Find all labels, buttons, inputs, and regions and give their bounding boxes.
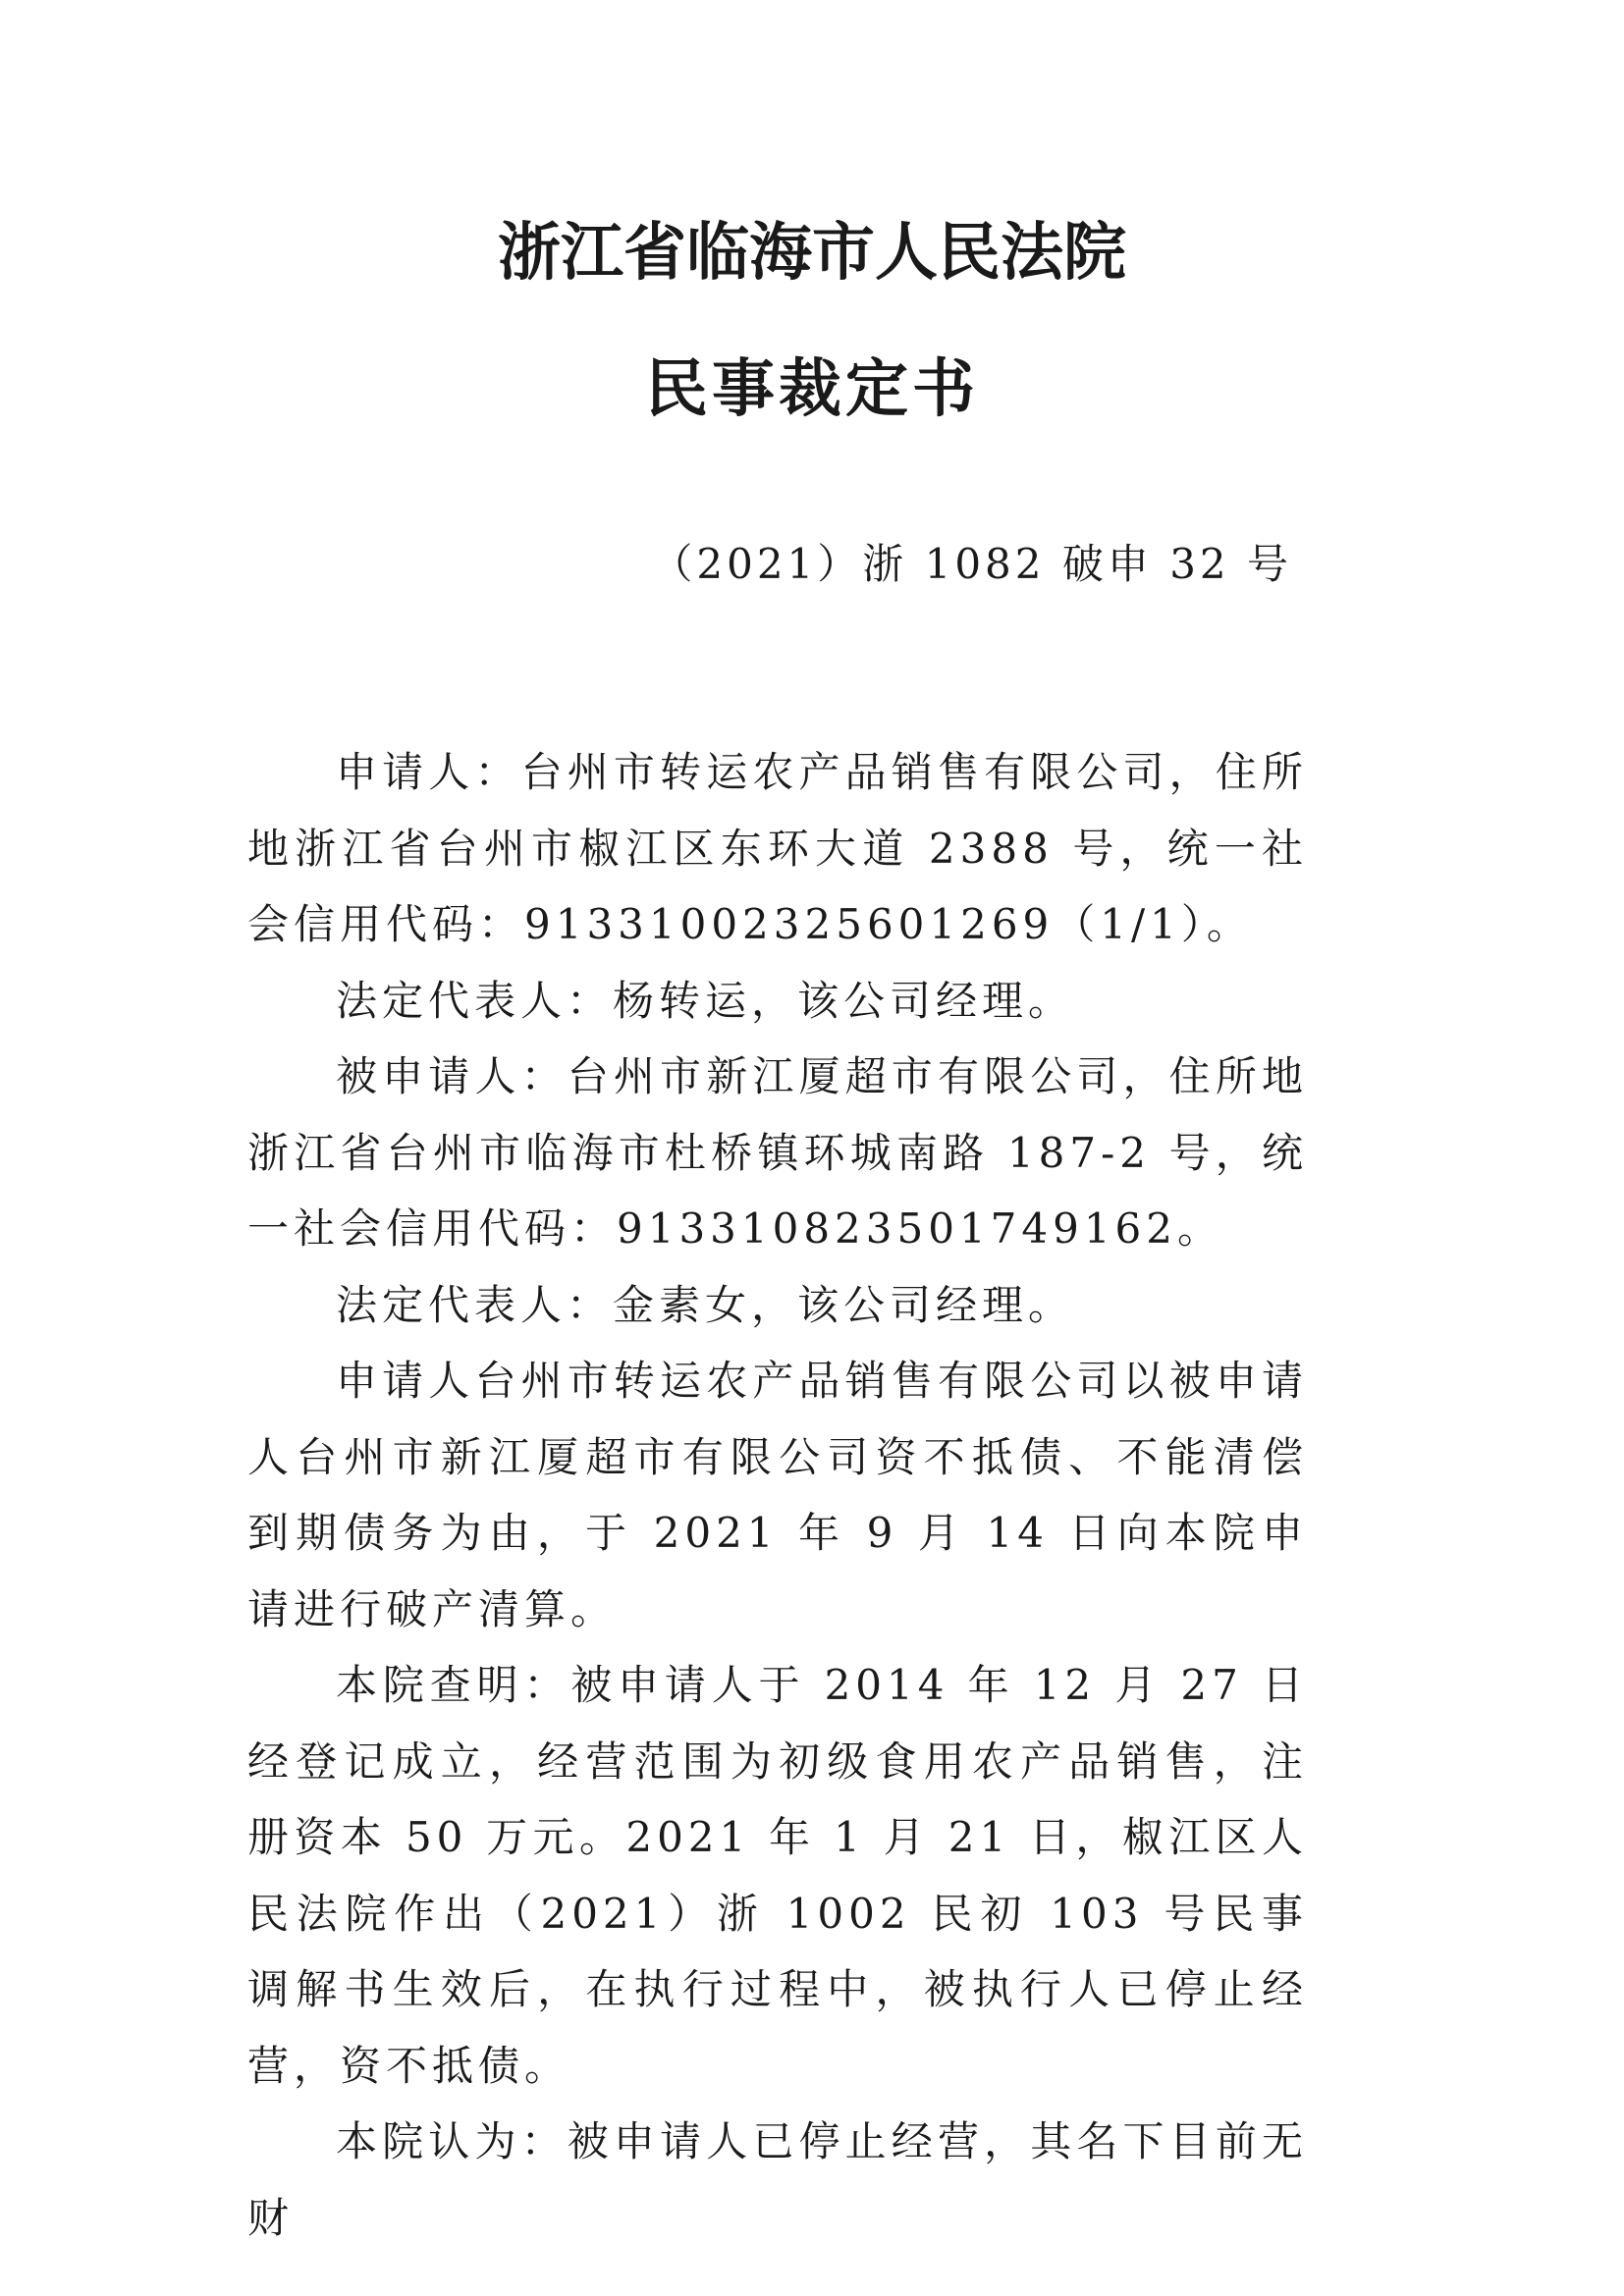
applicant-representative-paragraph: 法定代表人：杨转运，该公司经理。 bbox=[336, 976, 1075, 1025]
respondent-paragraph: 被申请人：台州市新江厦超市有限公司，住所地浙江省台州市临海市杜桥镇环城南路 187-2 号，统一社会信用代码：913310823501749162。 bbox=[247, 1052, 1308, 1253]
document-type-heading: 民事裁定书 bbox=[645, 352, 979, 426]
applicant-paragraph: 申请人：台州市转运农产品销售有限公司，住所地浙江省台州市椒江区东环大道 2388 号，统一社会信用代码：91331002325601269（1/1）。 bbox=[247, 748, 1308, 948]
case-number: （2021）浙 1082 破申 32 号 bbox=[651, 540, 1292, 588]
application-paragraph: 申请人台州市转运农产品销售有限公司以被申请人台州市新江厦超市有限公司资不抵债、不能清偿到期债务为由，于 2021 年 9 月 14 日向本院申请进行破产清算。 bbox=[247, 1357, 1308, 1633]
court-name-heading: 浙江省临海市人民法院 bbox=[498, 216, 1126, 290]
ruling-body bbox=[247, 734, 1308, 2256]
court-opinion-paragraph: 本院认为：被申请人已停止经营，其名下目前无财 bbox=[247, 2117, 1308, 2242]
findings-paragraph: 本院查明：被申请人于 2014 年 12 月 27 日经登记成立，经营范围为初级食用农产品销售，注册资本 50 万元。2021 年 1 月 21 日，椒江区人民法院作出（2021）浙 1002 民初 103 号民事调解书生效后，在执行过程中，被执行人已停止经营，资不抵债。 bbox=[247, 1661, 1308, 2090]
respondent-representative-paragraph: 法定代表人：金素女，该公司经理。 bbox=[336, 1280, 1075, 1329]
